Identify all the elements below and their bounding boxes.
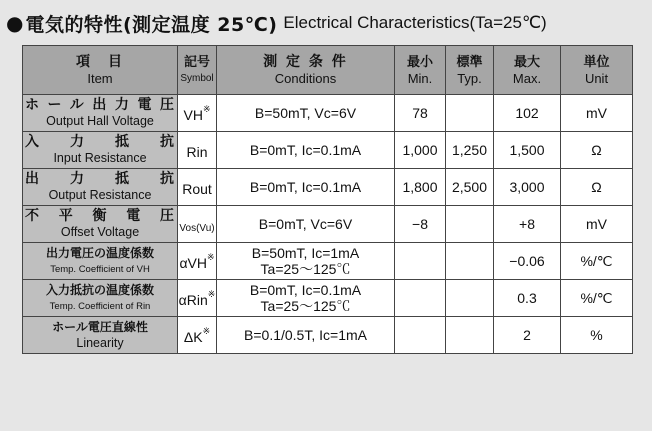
note-mark: ※ <box>207 288 216 299</box>
item-cell: 出力抵抗 Output Resistance <box>23 169 178 206</box>
typ-cell <box>446 317 494 354</box>
title-english: Electrical Characteristics(Ta=25℃) <box>283 13 547 32</box>
unit-cell: %/℃ <box>561 280 633 317</box>
header-symbol: 記号 Symbol <box>178 46 217 95</box>
table-row <box>23 132 633 169</box>
min-cell: 1,800 <box>395 169 446 206</box>
symbol-cell: Rout <box>178 169 217 206</box>
note-mark: ※ <box>202 103 211 114</box>
unit-cell: mV <box>561 95 633 132</box>
min-cell: −8 <box>395 206 446 243</box>
table-row <box>23 280 633 317</box>
symbol-cell: VH※ <box>178 95 217 132</box>
symbol-cell: αRin※ <box>178 280 217 317</box>
item-cell: 入力抵抗 Input Resistance <box>23 132 178 169</box>
conditions-cell: B=0mT, Ic=0.1mA Ta=25〜125℃ <box>217 280 395 317</box>
unit-cell: %/℃ <box>561 243 633 280</box>
section-title <box>6 6 652 40</box>
max-cell: 1,500 <box>494 132 561 169</box>
typ-cell: 1,250 <box>446 132 494 169</box>
conditions-cell: B=50mT, Ic=1mA Ta=25〜125℃ <box>217 243 395 280</box>
header-max: 最大 Max. <box>494 46 561 95</box>
title-bullet: ● <box>6 11 24 35</box>
header-conditions: 測 定 条 件 Conditions <box>217 46 395 95</box>
conditions-cell: B=0.1/0.5T, Ic=1mA <box>217 317 395 354</box>
unit-cell: Ω <box>561 169 633 206</box>
max-cell: 0.3 <box>494 280 561 317</box>
table-row <box>23 169 633 206</box>
typ-cell <box>446 206 494 243</box>
conditions-cell: B=0mT, Ic=0.1mA <box>217 132 395 169</box>
max-cell: 2 <box>494 317 561 354</box>
max-cell: 102 <box>494 95 561 132</box>
symbol-cell: Rin <box>178 132 217 169</box>
conditions-cell: B=50mT, Vc=6V <box>217 95 395 132</box>
item-cell: ホール出力電圧 Output Hall Voltage <box>23 95 178 132</box>
header-min: 最小 Min. <box>395 46 446 95</box>
conditions-cell: B=0mT, Vc=6V <box>217 206 395 243</box>
table-row <box>23 206 633 243</box>
symbol-cell: αVH※ <box>178 243 217 280</box>
min-cell: 78 <box>395 95 446 132</box>
header-typ: 標準 Typ. <box>446 46 494 95</box>
header-item: 項 目 Item <box>23 46 178 95</box>
symbol-cell: ΔK※ <box>178 317 217 354</box>
min-cell <box>395 317 446 354</box>
table-row <box>23 95 633 132</box>
min-cell <box>395 243 446 280</box>
typ-cell <box>446 95 494 132</box>
item-cell: ホール電圧直線性 Linearity <box>23 317 178 354</box>
table-row <box>23 243 633 280</box>
unit-cell: mV <box>561 206 633 243</box>
table-row <box>23 317 633 354</box>
typ-cell <box>446 280 494 317</box>
conditions-cell: B=0mT, Ic=0.1mA <box>217 169 395 206</box>
note-mark: ※ <box>202 325 211 336</box>
min-cell <box>395 280 446 317</box>
min-cell: 1,000 <box>395 132 446 169</box>
max-cell: −0.06 <box>494 243 561 280</box>
characteristics-table <box>22 45 633 354</box>
item-cell: 不平衡電圧 Offset Voltage <box>23 206 178 243</box>
typ-cell <box>446 243 494 280</box>
title-japanese: 電気的特性(測定温度 25℃) <box>25 13 278 36</box>
header-unit: 単位 Unit <box>561 46 633 95</box>
max-cell: +8 <box>494 206 561 243</box>
item-cell: 出力電圧の温度係数 Temp. Coefficient of VH <box>23 243 178 280</box>
item-cell: 入力抵抗の温度係数 Temp. Coefficient of Rin <box>23 280 178 317</box>
note-mark: ※ <box>207 251 215 262</box>
header-row <box>23 46 633 95</box>
unit-cell: Ω <box>561 132 633 169</box>
symbol-cell: Vos(Vu) <box>178 206 217 243</box>
unit-cell: % <box>561 317 633 354</box>
max-cell: 3,000 <box>494 169 561 206</box>
typ-cell: 2,500 <box>446 169 494 206</box>
